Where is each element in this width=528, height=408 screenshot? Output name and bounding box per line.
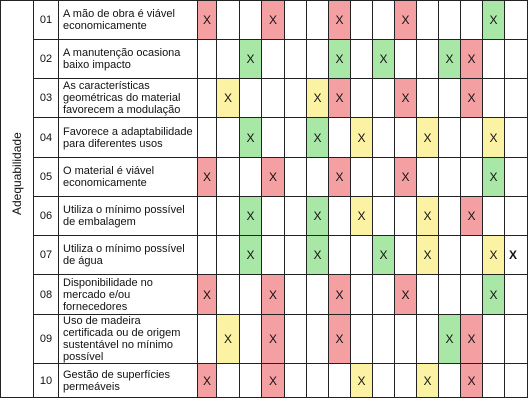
empty-cell (439, 275, 461, 315)
empty-cell (505, 158, 528, 197)
empty-cell (373, 79, 395, 118)
mark-cell-yellow: X (217, 79, 240, 118)
matrix-row (1, 118, 528, 158)
criterion-text: O material é viável economicamente (59, 158, 198, 197)
empty-cell (198, 40, 217, 79)
empty-cell (483, 79, 505, 118)
mark-cell-red: X (198, 158, 217, 197)
mark-cell-red: X (329, 315, 351, 364)
mark-cell-yellow: X (417, 118, 439, 158)
empty-cell (505, 315, 528, 364)
empty-cell (439, 118, 461, 158)
row-number: 09 (34, 315, 59, 364)
mark-cell-red: X (461, 79, 483, 118)
empty-cell (351, 275, 373, 315)
matrix-row (1, 158, 528, 197)
empty-cell (417, 79, 439, 118)
empty-cell (373, 315, 395, 364)
mark-cell-green: X (240, 118, 262, 158)
mark-cell-green: X (307, 118, 329, 158)
empty-cell (461, 1, 483, 40)
empty-cell (505, 364, 528, 398)
empty-cell (373, 364, 395, 398)
mark-cell-red: X (198, 364, 217, 398)
matrix-row (1, 315, 528, 364)
empty-cell (461, 275, 483, 315)
empty-cell (461, 236, 483, 275)
empty-cell (351, 236, 373, 275)
empty-cell (395, 315, 417, 364)
empty-cell (307, 40, 329, 79)
mark-cell-green: X (483, 275, 505, 315)
empty-cell (351, 158, 373, 197)
empty-cell (483, 197, 505, 236)
mark-cell-red: X (329, 79, 351, 118)
empty-cell (262, 79, 285, 118)
mark-cell-red: X (461, 40, 483, 79)
empty-cell (240, 315, 262, 364)
empty-cell (285, 315, 307, 364)
mark-cell-green: X (307, 236, 329, 275)
row-number: 02 (34, 40, 59, 79)
empty-cell (505, 118, 528, 158)
empty-cell (240, 275, 262, 315)
empty-cell (417, 158, 439, 197)
row-number: 08 (34, 275, 59, 315)
empty-cell (351, 1, 373, 40)
row-number: 03 (34, 79, 59, 118)
mark-cell-red: X (262, 158, 285, 197)
empty-cell (505, 275, 528, 315)
empty-cell (198, 79, 217, 118)
row-number: 07 (34, 236, 59, 275)
empty-cell (285, 40, 307, 79)
mark-cell-red: X (395, 158, 417, 197)
empty-cell (417, 315, 439, 364)
mark-cell-red: X (329, 158, 351, 197)
mark-cell-red: X (395, 275, 417, 315)
criterion-text: Uso de madeira certificada ou de origem sustentável no mínimo possível (59, 315, 198, 364)
mark-cell-green: X (240, 236, 262, 275)
empty-cell (329, 197, 351, 236)
mark-cell-red: X (329, 275, 351, 315)
empty-cell (505, 40, 528, 79)
mark-cell-green: X (439, 40, 461, 79)
row-07-outside-mark: X (509, 248, 518, 262)
empty-cell (483, 40, 505, 79)
empty-cell (483, 364, 505, 398)
mark-cell-red: X (198, 1, 217, 40)
row-number: 05 (34, 158, 59, 197)
mark-cell-red: X (461, 197, 483, 236)
mark-cell-red: X (262, 275, 285, 315)
empty-cell (395, 364, 417, 398)
empty-cell (505, 1, 528, 40)
matrix-body (1, 1, 528, 398)
empty-cell (285, 275, 307, 315)
empty-cell (395, 40, 417, 79)
empty-cell (395, 197, 417, 236)
mark-cell-yellow: X (351, 364, 373, 398)
mark-cell-green: X (373, 40, 395, 79)
empty-cell (240, 79, 262, 118)
empty-cell (307, 364, 329, 398)
mark-cell-yellow: X (217, 315, 240, 364)
criterion-text: Disponibilidade no mercado e/ou fornecedores (59, 275, 198, 315)
empty-cell (439, 197, 461, 236)
empty-cell (217, 197, 240, 236)
mark-cell-yellow: X (417, 197, 439, 236)
mark-cell-yellow: X (417, 364, 439, 398)
empty-cell (439, 79, 461, 118)
matrix-row (1, 236, 528, 275)
empty-cell (461, 158, 483, 197)
empty-cell (439, 1, 461, 40)
mark-cell-yellow: X (307, 79, 329, 118)
section-label: Adequabilidade (10, 132, 24, 215)
empty-cell (329, 236, 351, 275)
mark-cell-green: X (483, 1, 505, 40)
mark-cell-red: X (395, 79, 417, 118)
empty-cell (285, 158, 307, 197)
empty-cell (373, 1, 395, 40)
empty-cell (285, 197, 307, 236)
matrix-row (1, 364, 528, 398)
criterion-text: Utiliza o mínimo possível de embalagem (59, 197, 198, 236)
empty-cell (373, 158, 395, 197)
mark-cell-red: X (198, 275, 217, 315)
empty-cell (351, 315, 373, 364)
empty-cell (373, 197, 395, 236)
mark-cell-red: X (262, 315, 285, 364)
empty-cell (439, 158, 461, 197)
empty-cell (373, 275, 395, 315)
empty-cell (351, 40, 373, 79)
empty-cell (262, 40, 285, 79)
empty-cell (240, 1, 262, 40)
empty-cell (285, 118, 307, 158)
row-number: 06 (34, 197, 59, 236)
mark-cell-red: X (461, 315, 483, 364)
empty-cell (262, 236, 285, 275)
mark-cell-red: X (461, 364, 483, 398)
criterion-text: Gestão de superfícies permeáveis (59, 364, 198, 398)
mark-cell-yellow: X (483, 118, 505, 158)
empty-cell (240, 158, 262, 197)
empty-cell (198, 315, 217, 364)
mark-cell-yellow: X (483, 236, 505, 275)
matrix-row (1, 275, 528, 315)
mark-cell-yellow: X (351, 197, 373, 236)
empty-cell (198, 118, 217, 158)
empty-cell (217, 275, 240, 315)
empty-cell (505, 79, 528, 118)
empty-cell (285, 364, 307, 398)
empty-cell (240, 364, 262, 398)
mark-cell-green: X (439, 315, 461, 364)
empty-cell (439, 236, 461, 275)
empty-cell (307, 315, 329, 364)
mark-cell-green: X (483, 158, 505, 197)
mark-cell-red: X (262, 364, 285, 398)
empty-cell (262, 197, 285, 236)
criterion-text: As características geométricas do material favorecem a modulação (59, 79, 198, 118)
empty-cell (351, 79, 373, 118)
criterion-text: A mão de obra é viável economicamente (59, 1, 198, 40)
mark-cell-green: X (373, 236, 395, 275)
empty-cell (217, 158, 240, 197)
criterion-text: Favorece a adaptabilidade para diferentes usos (59, 118, 198, 158)
mark-cell-red: X (262, 1, 285, 40)
empty-cell (307, 1, 329, 40)
criterion-text: Utiliza o mínimo possível de água (59, 236, 198, 275)
matrix-row (1, 40, 528, 79)
matrix-row (1, 1, 528, 40)
empty-cell (417, 275, 439, 315)
empty-cell (217, 1, 240, 40)
empty-cell (505, 197, 528, 236)
empty-cell (217, 118, 240, 158)
empty-cell (483, 315, 505, 364)
empty-cell (439, 364, 461, 398)
row-number: 04 (34, 118, 59, 158)
empty-cell (285, 79, 307, 118)
matrix-row (1, 79, 528, 118)
empty-cell (307, 275, 329, 315)
mark-cell-yellow: X (417, 236, 439, 275)
mark-cell-green: X (329, 40, 351, 79)
empty-cell (417, 1, 439, 40)
mark-cell-green: X (240, 197, 262, 236)
empty-cell (217, 236, 240, 275)
mark-cell-green: X (240, 40, 262, 79)
matrix-row (1, 197, 528, 236)
empty-cell (198, 236, 217, 275)
empty-cell (417, 40, 439, 79)
empty-cell (307, 158, 329, 197)
empty-cell (461, 118, 483, 158)
mark-cell-red: X (395, 1, 417, 40)
criterion-text: A manutenção ocasiona baixo impacto (59, 40, 198, 79)
empty-cell (217, 40, 240, 79)
section-label-cell (1, 1, 34, 398)
empty-cell (198, 197, 217, 236)
empty-cell (217, 364, 240, 398)
empty-cell (329, 118, 351, 158)
empty-cell (329, 364, 351, 398)
empty-cell (285, 1, 307, 40)
empty-cell (395, 236, 417, 275)
empty-cell (285, 236, 307, 275)
mark-cell-yellow: X (351, 118, 373, 158)
empty-cell (395, 118, 417, 158)
row-number: 10 (34, 364, 59, 398)
row-number: 01 (34, 1, 59, 40)
empty-cell (373, 118, 395, 158)
mark-cell-red: X (329, 1, 351, 40)
mark-cell-green: X (307, 197, 329, 236)
empty-cell (262, 118, 285, 158)
